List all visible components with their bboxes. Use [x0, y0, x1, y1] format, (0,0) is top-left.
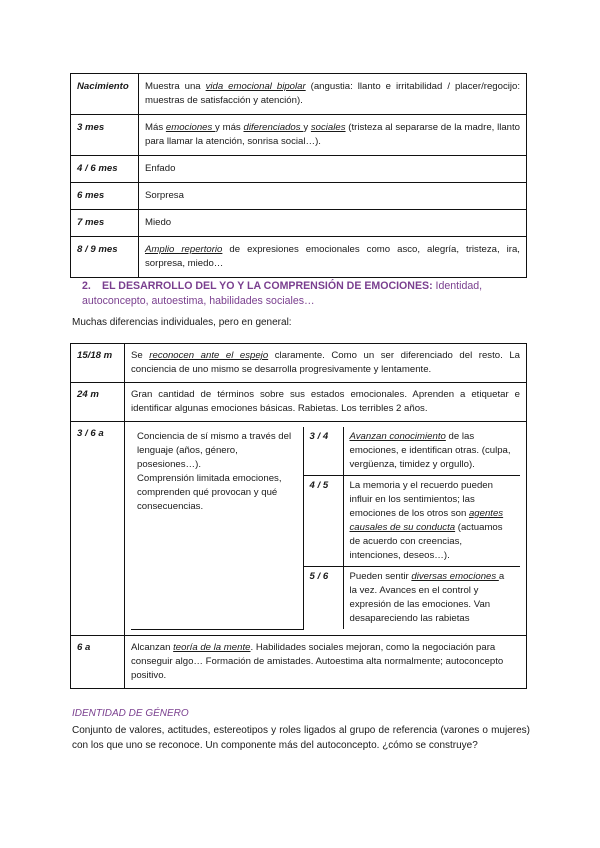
age-cell: 6 a [71, 635, 125, 688]
nested-cell [125, 422, 527, 636]
age-cell: 24 m [71, 383, 125, 422]
age-cell: 5 / 6 [303, 567, 343, 630]
table-row [71, 422, 527, 636]
table-row [71, 156, 527, 183]
age-cell: 3 / 4 [303, 427, 343, 476]
age-cell: 3 mes [71, 115, 139, 156]
description-cell: Se reconocen ante el espejo claramente. Como un ser diferenciado del resto. La conciencia de uno mismo se desarrolla progresivamente y lentamente. [125, 344, 527, 383]
age-cell: 8 / 9 mes [71, 237, 139, 278]
description-cell: Alcanzan teoría de la mente. Habilidades sociales mejoran, como la negociación para conseguir algo… Formación de amistades. Autoestima alta normalmente; autoconcepto positivo. [125, 635, 527, 688]
description-cell: Pueden sentir diversas emociones a la vez. Avances en el control y expresión de las emociones. Van desapareciendo las rabietas [343, 567, 520, 630]
emotions-by-age-table [70, 73, 527, 278]
nested-age-table [131, 427, 520, 630]
age-cell: 4 / 6 mes [71, 156, 139, 183]
identity-heading: IDENTIDAD DE GÉNERO [72, 708, 189, 719]
age-cell: 7 mes [71, 210, 139, 237]
intro-text: Muchas diferencias individuales, pero en general: [72, 317, 292, 328]
description-cell: Sorpresa [139, 183, 527, 210]
description-cell: Miedo [139, 210, 527, 237]
description-cell: Más emociones y más diferenciados y sociales (tristeza al separarse de la madre, llanto para llamar la atención, sonrisa social…). [139, 115, 527, 156]
table-row [71, 210, 527, 237]
age-cell: 6 mes [71, 183, 139, 210]
table-row [131, 427, 520, 476]
table-row [71, 115, 527, 156]
description-cell: La memoria y el recuerdo pueden influir en los sentimientos; las emociones de los otros son agentes causales de su conducta (actuamos de acuerdo con creencias, intenciones, deseos…). [343, 476, 520, 567]
description-cell: Muestra una vida emocional bipolar (angustia: llanto e irritabilidad / placer/regocijo: muestras de satisfacción y atención). [139, 74, 527, 115]
table-row [71, 635, 527, 688]
section-heading: 2. EL DESARROLLO DEL YO Y LA COMPRENSIÓN DE EMOCIONES: Identidad, autoconcepto, autoestima, habilidades sociales… [82, 280, 483, 307]
description-cell: Gran cantidad de términos sobre sus estados emocionales. Aprenden a etiquetar e identificar algunas emociones básicas. Rabietas. Los terribles 2 años. [125, 383, 527, 422]
age-cell: 4 / 5 [303, 476, 343, 567]
identity-paragraph: Conjunto de valores, actitudes, estereotipos y roles ligados al grupo de referencia (varones o mujeres) con los que uno se reconoce. Un componente más del autoconcepto. ¿cómo se construye? [72, 725, 530, 751]
table-row [71, 344, 527, 383]
description-cell: Conciencia de sí mismo a través del lenguaje (años, género, posesiones…). Comprensión limitada emociones, comprenden qué provocan y qué consecuencias. [131, 427, 303, 629]
table-row [71, 74, 527, 115]
table-row [71, 183, 527, 210]
self-development-table [70, 343, 527, 689]
age-cell: 3 / 6 a [71, 422, 125, 636]
age-cell: 15/18 m [71, 344, 125, 383]
table-row [71, 383, 527, 422]
description-cell: Amplio repertorio de expresiones emocionales como asco, alegría, tristeza, ira, sorpresa, miedo… [139, 237, 527, 278]
age-cell: Nacimiento [71, 74, 139, 115]
description-cell: Avanzan conocimiento de las emociones, e identifican otras. (culpa, vergüenza, timidez y orgullo). [343, 427, 520, 476]
table-row [71, 237, 527, 278]
description-cell: Enfado [139, 156, 527, 183]
